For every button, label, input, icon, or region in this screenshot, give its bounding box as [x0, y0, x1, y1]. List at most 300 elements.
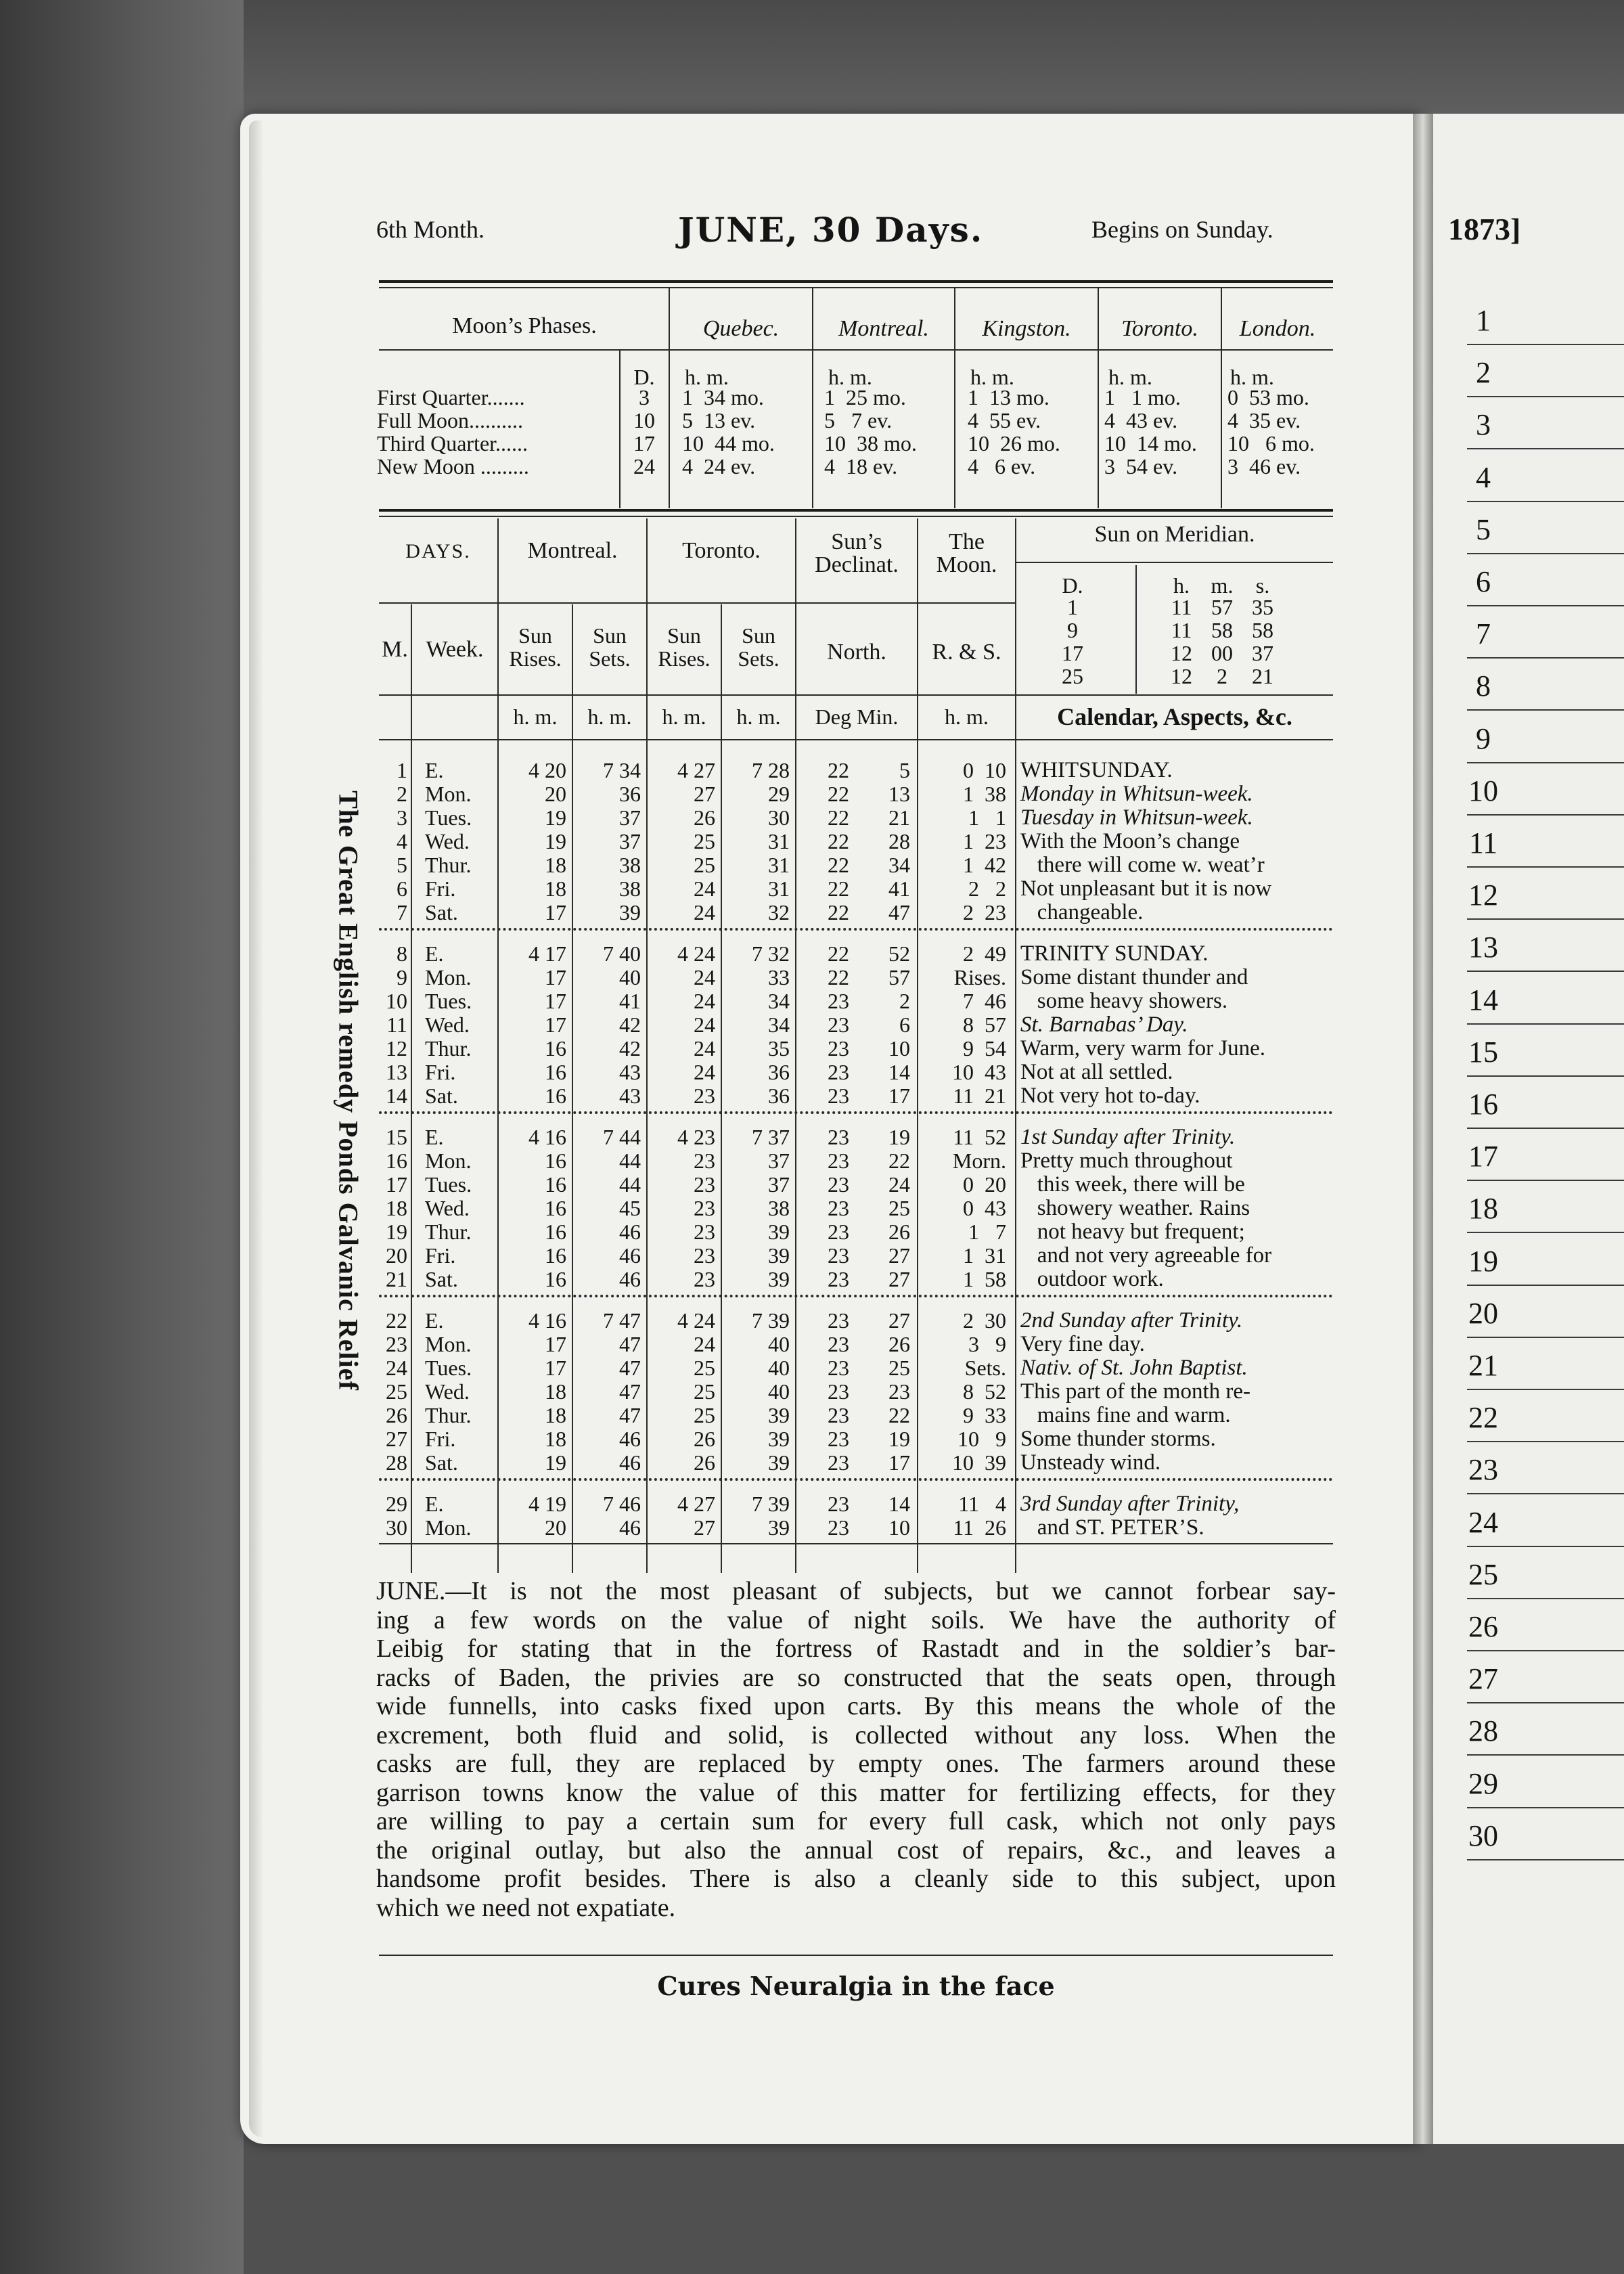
toronto-sunrise: 23 [694, 1149, 715, 1173]
facing-page-rule [1467, 709, 1624, 711]
calendar-header: Calendar, Aspects, &c. [1057, 703, 1292, 730]
footer-rule [379, 1955, 1333, 1956]
page-edge [249, 120, 263, 2137]
quebec-time: 5 13 ev. [682, 408, 756, 432]
calendar-note: Very fine day. [1020, 1332, 1145, 1356]
facing-page-line-number: 23 [1468, 1453, 1498, 1487]
declination-min: 22 [888, 1149, 910, 1173]
montreal-sunset: 39 [619, 900, 641, 924]
meridian-sec: 35 [1252, 595, 1273, 619]
toronto-sunset: 38 [768, 1196, 790, 1220]
toronto-sunrise: 26 [694, 1450, 715, 1475]
montreal-sunset: 47 [619, 1332, 641, 1356]
meridian-hour: 12 [1171, 664, 1192, 688]
moon-rise-set: 1 42 [963, 853, 1006, 877]
weekday: Thur. [425, 853, 472, 877]
declination-deg: 23 [828, 1267, 849, 1291]
montreal-sunset: 46 [619, 1267, 641, 1291]
weekday: Mon. [425, 1515, 472, 1540]
montreal-sunset: 42 [619, 1012, 641, 1037]
montreal-sunrise: 20 [545, 782, 566, 806]
montreal-sunrise: 19 [545, 805, 566, 830]
facing-page-line-number: 9 [1476, 721, 1491, 755]
toronto-sunrise: 4 27 [677, 1492, 715, 1516]
moon-phase-day: 24 [633, 454, 655, 478]
day-number: 10 [386, 989, 407, 1013]
meridian-min: 58 [1211, 618, 1233, 642]
day-number: 17 [386, 1172, 407, 1197]
hm-label: h. m. [513, 705, 558, 729]
meridian-header: Sun on Meridian. [1094, 522, 1255, 547]
moon-rise-set: 2 2 [968, 876, 1006, 901]
moon-unit-d: D. [633, 365, 655, 389]
declination-deg: 23 [828, 1036, 849, 1061]
declination-deg: 23 [828, 1012, 849, 1037]
weekday: Mon. [425, 1149, 472, 1173]
declination-deg: 23 [828, 1060, 849, 1084]
kingston-time: 10 26 mo. [968, 431, 1060, 455]
moon-rise-set: 11 21 [953, 1084, 1006, 1108]
meridian-sec: 37 [1252, 641, 1273, 665]
montreal-sunrise: 4 16 [528, 1308, 566, 1333]
calendar-note: Not unpleasant but it is now [1020, 876, 1272, 901]
london-header: London. [1239, 316, 1316, 341]
facing-page-line-number: 8 [1476, 669, 1491, 703]
toronto-sunset: 37 [768, 1172, 790, 1197]
montreal-sunrise: 18 [545, 1379, 566, 1404]
days-header: DAYS. [405, 540, 471, 562]
facing-page-line-number: 29 [1468, 1766, 1498, 1800]
moon-rise-set: 10 43 [952, 1060, 1006, 1084]
calendar-note: Tuesday in Whitsun-week. [1020, 805, 1253, 830]
montreal-sunrise: 17 [545, 1012, 566, 1037]
montreal-sunset: 47 [619, 1403, 641, 1427]
declination-min: 14 [888, 1492, 910, 1516]
meridian-rule [1015, 562, 1333, 563]
london-time: 4 35 ev. [1227, 408, 1301, 432]
moon-rise-set: Morn. [952, 1149, 1006, 1173]
toronto-sunset: 7 37 [752, 1125, 790, 1149]
paragraph-line: JUNE.—It is not the most pleasant of subjects, but we cannot forbear say- [376, 1577, 1336, 1605]
calendar-note: Unsteady wind. [1020, 1450, 1161, 1475]
hm-label: h. m. [662, 705, 706, 729]
declination-deg: 22 [828, 876, 849, 901]
facing-page-line-number: 15 [1468, 1035, 1498, 1069]
moon-rise-set: 11 52 [953, 1125, 1006, 1149]
rule-mid-2 [379, 516, 1333, 517]
montreal-sunrise: 16 [545, 1172, 566, 1197]
moon-rise-set: 9 54 [963, 1036, 1006, 1061]
north-header: North. [827, 640, 886, 665]
moon-rise-set: 10 9 [957, 1427, 1006, 1451]
weekday: Wed. [425, 1012, 470, 1037]
head-rule-3 [379, 739, 1333, 740]
facing-page [1429, 114, 1624, 2144]
toronto-sunrise: 4 24 [677, 1308, 715, 1333]
moon-rise-set: 2 23 [963, 900, 1006, 924]
montreal-sunset: 46 [619, 1450, 641, 1475]
calendar-note: Nativ. of St. John Baptist. [1020, 1356, 1248, 1380]
day-number: 3 [397, 805, 407, 830]
moon-phase-name: First Quarter....... [377, 385, 525, 409]
montreal-sunrise: 18 [545, 853, 566, 877]
meridian-day: 17 [1062, 641, 1083, 665]
day-number: 4 [397, 829, 407, 853]
declination-header: Sun’s Declinat. [815, 529, 899, 577]
weekday: Fri. [425, 1243, 456, 1268]
facing-page-line-number: 3 [1476, 408, 1491, 442]
toronto-sunrise: 23 [694, 1196, 715, 1220]
day-number: 29 [386, 1492, 407, 1516]
moon-rise-set: 8 52 [963, 1379, 1006, 1404]
toronto-sunrise: 4 23 [677, 1125, 715, 1149]
weekday: E. [425, 1492, 444, 1516]
calendar-note: changeable. [1020, 900, 1144, 924]
toronto-sunset: 40 [768, 1379, 790, 1404]
calendar-note: outdoor work. [1020, 1267, 1164, 1291]
montreal-sunrise: 19 [545, 829, 566, 853]
toronto-sunset: 36 [768, 1084, 790, 1108]
calendar-note: and not very agreeable for [1020, 1243, 1272, 1268]
head-rule [379, 602, 1015, 604]
moon-rise-set: 10 39 [952, 1450, 1006, 1475]
toronto-sunrise: 25 [694, 1403, 715, 1427]
moon-unit-hm: h. m. [970, 365, 1014, 389]
montreal-sunrise: 16 [545, 1149, 566, 1173]
facing-page-line-number: 27 [1468, 1662, 1498, 1696]
montreal-sunrise: 17 [545, 989, 566, 1013]
toronto-sunrise: 24 [694, 1060, 715, 1084]
montreal-sunset: 40 [619, 965, 641, 989]
montreal-sunset: 37 [619, 805, 641, 830]
declination-min: 52 [888, 941, 910, 966]
calendar-note: Not at all settled. [1020, 1060, 1173, 1084]
day-number: 21 [386, 1267, 407, 1291]
moon-rise-set: 0 20 [963, 1172, 1006, 1197]
montreal-sunrise: 16 [545, 1060, 566, 1084]
moon-unit-hm: h. m. [1108, 365, 1152, 389]
moon-rise-set: 11 4 [958, 1492, 1006, 1516]
moon-rise-set: 9 33 [963, 1403, 1006, 1427]
moon-unit-hm: h. m. [828, 365, 872, 389]
facing-page-rule [1467, 1859, 1624, 1860]
montreal-sunset: 7 47 [603, 1308, 641, 1333]
rule-top-2 [379, 287, 1333, 288]
montreal-sunset: 46 [619, 1220, 641, 1244]
week-separator [379, 928, 1333, 931]
montreal-sunset: 45 [619, 1196, 641, 1220]
toronto-sunset: 39 [768, 1220, 790, 1244]
toronto-col-header: Toronto. [682, 538, 761, 563]
toronto-sunset: 30 [768, 805, 790, 830]
toronto-sunset: 39 [768, 1515, 790, 1540]
toronto-sunrise: 23 [694, 1267, 715, 1291]
weekday: Tues. [425, 989, 472, 1013]
weekday: Mon. [425, 1332, 472, 1356]
toronto-sunrise: 4 27 [677, 758, 715, 782]
declination-deg: 23 [828, 1308, 849, 1333]
toronto-sunset: 29 [768, 782, 790, 806]
week-header: Week. [426, 637, 484, 662]
declination-deg: 23 [828, 1379, 849, 1404]
toronto-sets-header: Sun Sets. [738, 623, 780, 671]
book-gutter [1413, 114, 1433, 2144]
declination-deg: 23 [828, 1427, 849, 1451]
weekday: Thur. [425, 1220, 472, 1244]
weekday: E. [425, 758, 444, 782]
facing-page-line-number: 25 [1468, 1557, 1498, 1591]
deg-min-label: Deg Min. [815, 705, 899, 729]
montreal-sunset: 46 [619, 1515, 641, 1540]
declination-min: 27 [888, 1308, 910, 1333]
toronto-sunset: 7 32 [752, 941, 790, 966]
toronto-sunrise: 23 [694, 1243, 715, 1268]
meridian-min: 00 [1211, 641, 1233, 665]
toronto-sunset: 34 [768, 989, 790, 1013]
facing-page-rule [1467, 762, 1624, 763]
facing-page-line-number: 5 [1476, 512, 1491, 546]
toronto-sunset: 33 [768, 965, 790, 989]
facing-page-line-number: 16 [1468, 1088, 1498, 1121]
declination-min: 2 [899, 989, 910, 1013]
declination-min: 24 [888, 1172, 910, 1197]
facing-page-rule [1467, 1546, 1624, 1547]
moon-phase-name: Third Quarter...... [377, 431, 528, 455]
declination-deg: 22 [828, 758, 849, 782]
kingston-time: 4 55 ev. [968, 408, 1041, 432]
montreal-sunrise: 17 [545, 1332, 566, 1356]
montreal-sunrise: 4 16 [528, 1125, 566, 1149]
calendar-note: Warm, very warm for June. [1020, 1036, 1266, 1061]
calendar-note: WHITSUNDAY. [1020, 758, 1173, 782]
montreal-rises-header: Sun Rises. [509, 623, 562, 671]
weekday: Wed. [425, 829, 470, 853]
weekday: Thur. [425, 1403, 472, 1427]
declination-min: 17 [888, 1084, 910, 1108]
june-paragraph [376, 1577, 1336, 1922]
facing-page-rule [1467, 553, 1624, 554]
day-number: 18 [386, 1196, 407, 1220]
facing-page-line-number: 17 [1468, 1140, 1498, 1174]
facing-page-line-number: 30 [1468, 1819, 1498, 1852]
weekday: Tues. [425, 805, 472, 830]
toronto-sunset: 36 [768, 1060, 790, 1084]
paragraph-line: which we need not expatiate. [376, 1893, 676, 1922]
montreal-sunrise: 16 [545, 1036, 566, 1061]
montreal-sunset: 38 [619, 876, 641, 901]
montreal-sunset: 47 [619, 1379, 641, 1404]
rule-top [379, 280, 1333, 283]
meridian-day: 9 [1067, 618, 1078, 642]
hm-label: h. m. [587, 705, 632, 729]
meridian-col-line [1135, 565, 1137, 694]
declination-min: 25 [888, 1356, 910, 1380]
side-advertisement-text: The Great English remedy Ponds Galvanic Relief [333, 790, 364, 1391]
meridian-d: D. [1062, 573, 1083, 598]
day-number: 7 [397, 900, 407, 924]
montreal-sunrise: 16 [545, 1243, 566, 1268]
toronto-rises-header: Sun Rises. [658, 623, 710, 671]
day-number: 28 [386, 1450, 407, 1475]
calendar-note: St. Barnabas’ Day. [1020, 1012, 1188, 1037]
facing-page-rule [1467, 1493, 1624, 1494]
col-line [1015, 518, 1016, 1573]
month-label: 6th Month. [376, 216, 485, 243]
montreal-sunset: 7 40 [603, 941, 641, 966]
montreal-sunrise: 18 [545, 1403, 566, 1427]
paragraph-line: garrison towns know the value of this matter for fertilizing effects, for they [376, 1778, 1336, 1807]
declination-deg: 23 [828, 1125, 849, 1149]
day-number: 22 [386, 1308, 407, 1333]
declination-min: 57 [888, 965, 910, 989]
montreal-header: Montreal. [838, 316, 929, 341]
side-advertisement [325, 696, 372, 1494]
toronto-sunrise: 24 [694, 1332, 715, 1356]
calendar-note: 1st Sunday after Trinity. [1020, 1125, 1236, 1149]
day-number: 6 [397, 876, 407, 901]
declination-deg: 23 [828, 1403, 849, 1427]
page-title: JUNE, 30 Days. [678, 210, 984, 250]
toronto-sunset: 39 [768, 1427, 790, 1451]
day-number: 14 [386, 1084, 407, 1108]
day-number: 12 [386, 1036, 407, 1061]
paragraph-line: the original outlay, but also the annual cost of repairs, &c., and leaves a [376, 1835, 1336, 1865]
calendar-note: This part of the month re- [1020, 1379, 1250, 1404]
declination-deg: 22 [828, 853, 849, 877]
moon-rise-set: 1 58 [963, 1267, 1006, 1291]
montreal-sunrise: 4 19 [528, 1492, 566, 1516]
facing-page-rule [1467, 1702, 1624, 1703]
montreal-sunset: 42 [619, 1036, 641, 1061]
montreal-sunset: 46 [619, 1243, 641, 1268]
facing-page-line-number: 28 [1468, 1714, 1498, 1748]
moon-phase-day: 10 [633, 408, 655, 432]
paragraph-line: casks are full, they are replaced by empty ones. The farmers around these [376, 1749, 1336, 1778]
paragraph-line: wide funnells, into casks fixed upon carts. By this means the whole of the [376, 1692, 1336, 1720]
day-number: 26 [386, 1403, 407, 1427]
toronto-header: Toronto. [1121, 316, 1198, 341]
moon-rise-set: 3 9 [968, 1332, 1006, 1356]
moon-rise-set: 1 7 [968, 1220, 1006, 1244]
hm-label: h. m. [945, 705, 989, 729]
moon-rise-set: 1 38 [963, 782, 1006, 806]
rule-mid [379, 509, 1333, 512]
facing-page-line-number: 4 [1476, 460, 1491, 494]
year-label: 1873] [1448, 212, 1521, 246]
montreal-sunset: 7 44 [603, 1125, 641, 1149]
meridian-hour: 12 [1171, 641, 1192, 665]
toronto-sunset: 37 [768, 1149, 790, 1173]
declination-deg: 22 [828, 782, 849, 806]
weekday: Tues. [425, 1172, 472, 1197]
declination-min: 47 [888, 900, 910, 924]
meridian-min: 2 [1217, 664, 1227, 688]
facing-page-rule [1467, 1389, 1624, 1390]
paragraph-line: handsome profit besides. There is also a cleanly side to this subject, upon [376, 1865, 1336, 1893]
toronto-sunset: 39 [768, 1450, 790, 1475]
calendar-note: Some distant thunder and [1020, 965, 1248, 989]
toronto-sunrise: 24 [694, 1012, 715, 1037]
toronto-sunrise: 25 [694, 853, 715, 877]
moon-phase-day: 3 [639, 385, 650, 409]
toronto-sunset: 31 [768, 876, 790, 901]
quebec-header: Quebec. [702, 316, 780, 341]
london-time: 10 6 mo. [1227, 431, 1315, 455]
calendar-note: Monday in Whitsun-week. [1020, 782, 1253, 806]
weekday: Fri. [425, 876, 456, 901]
montreal-sunrise: 17 [545, 900, 566, 924]
declination-deg: 22 [828, 965, 849, 989]
moon-rise-set: 7 46 [963, 989, 1006, 1013]
declination-deg: 23 [828, 1172, 849, 1197]
declination-deg: 23 [828, 1492, 849, 1516]
weekday: Sat. [425, 900, 458, 924]
montreal-time: 10 38 mo. [824, 431, 917, 455]
calendar-note: 2nd Sunday after Trinity. [1020, 1308, 1243, 1333]
facing-page-rule [1467, 1232, 1624, 1233]
day-number: 8 [397, 941, 407, 966]
moon-unit-hm: h. m. [1230, 365, 1274, 389]
montreal-sunrise: 17 [545, 1356, 566, 1380]
facing-page-line-number: 26 [1468, 1610, 1498, 1643]
declination-deg: 23 [828, 1356, 849, 1380]
declination-deg: 23 [828, 1220, 849, 1244]
declination-deg: 23 [828, 1196, 849, 1220]
day-number: 24 [386, 1356, 407, 1380]
montreal-sunset: 7 34 [603, 758, 641, 782]
montreal-sunrise: 18 [545, 876, 566, 901]
declination-min: 28 [888, 829, 910, 853]
toronto-sunrise: 23 [694, 1172, 715, 1197]
paragraph-line: excrement, both fluid and solid, is collected without any loss. When the [376, 1720, 1336, 1749]
moon-head-rule [379, 349, 1333, 351]
day-number: 30 [386, 1515, 407, 1540]
col-line [411, 604, 412, 1573]
montreal-time: 5 7 ev. [824, 408, 893, 432]
declination-min: 17 [888, 1450, 910, 1475]
toronto-sunrise: 24 [694, 900, 715, 924]
declination-min: 27 [888, 1267, 910, 1291]
day-number: 5 [397, 853, 407, 877]
moon-rise-set: Sets. [964, 1356, 1006, 1380]
toronto-sunrise: 25 [694, 1379, 715, 1404]
facing-page-rule [1467, 971, 1624, 972]
moon-rise-set: 1 31 [963, 1243, 1006, 1268]
begins-label: Begins on Sunday. [1091, 216, 1273, 243]
day-number: 13 [386, 1060, 407, 1084]
toronto-sunrise: 4 24 [677, 941, 715, 966]
montreal-sunrise: 16 [545, 1196, 566, 1220]
montreal-time: 4 18 ev. [824, 454, 898, 478]
facing-page-rule [1467, 448, 1624, 449]
facing-page-line-number: 10 [1468, 774, 1498, 807]
quebec-time: 1 34 mo. [682, 385, 764, 409]
toronto-sunset: 7 39 [752, 1492, 790, 1516]
toronto-sunset: 31 [768, 853, 790, 877]
declination-min: 26 [888, 1220, 910, 1244]
rs-header: R. & S. [932, 640, 1001, 665]
montreal-sunrise: 19 [545, 1450, 566, 1475]
moon-phase-name: New Moon ......... [377, 454, 529, 478]
toronto-sunrise: 24 [694, 989, 715, 1013]
facing-page-rule [1467, 1023, 1624, 1025]
facing-page-rule [1467, 1650, 1624, 1651]
facing-page-rule [1467, 657, 1624, 659]
toronto-time: 10 14 mo. [1104, 431, 1197, 455]
facing-page-rule [1467, 1441, 1624, 1442]
facing-page-rule [1467, 866, 1624, 868]
facing-page-line-number: 12 [1468, 878, 1498, 912]
